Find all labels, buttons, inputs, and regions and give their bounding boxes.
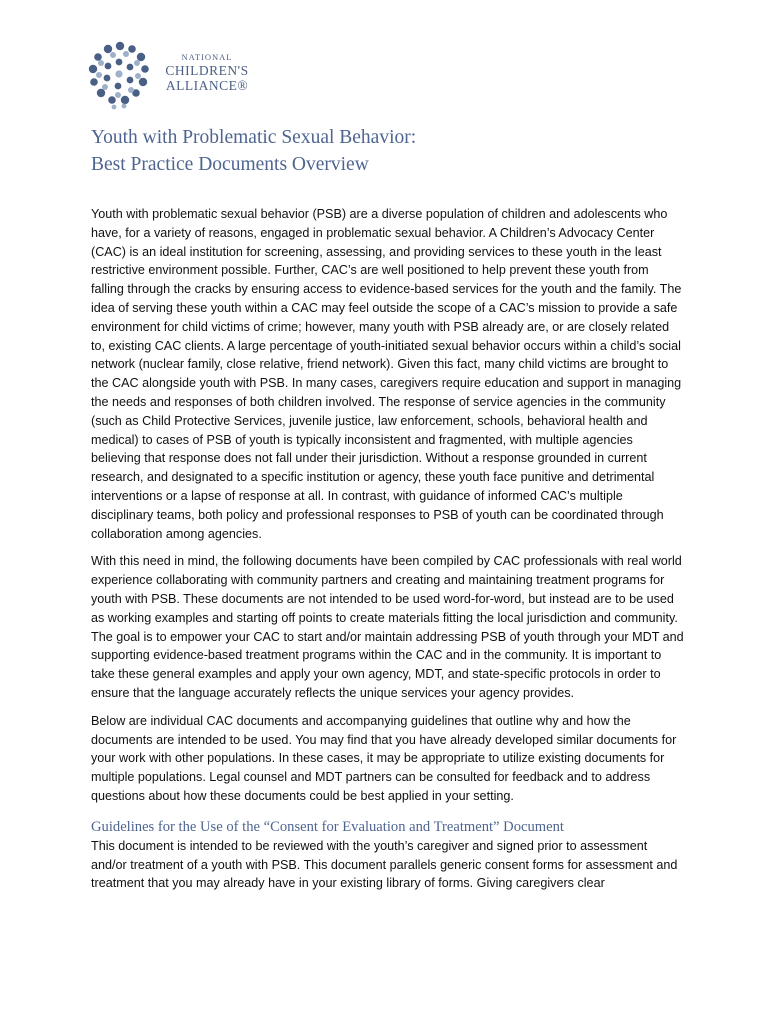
- body-paragraph-2: With this need in mind, the following documents have been compiled by CAC professionals with real world experience collaborating with community partners and creating and maintaining treatment programs for youth with PSB. These documents are not intended to be used word-for-word, but instead are to be used as working examples and starting off points to create materials fitting the local jurisdiction and community. The goal is to empower your CAC to start and/or maintain addressing PSB of youth through your MDT and supporting evidence-based treatment programs within the CAC and in the community. It is important to take these general examples and apply your own agency, MDT, and state-specific protocols in order to ensure that the language accurately reflects the unique services your agency provides.: [91, 554, 684, 700]
- hands-circle-icon: [88, 40, 152, 112]
- document-title-line-2: Best Practice Documents Overview: [91, 154, 369, 175]
- logo-wordmark: [152, 52, 262, 93]
- document-title: [91, 124, 691, 178]
- document-title-line-1: Youth with Problematic Sexual Behavior:: [91, 127, 417, 148]
- section-heading: Guidelines for the Use of the “Consent for Evaluation and Treatment” Document: [91, 818, 564, 835]
- body-paragraph-3: Below are individual CAC documents and accompanying guidelines that outline why and how the documents are intended to be used. You may find that you have already developed similar documents for your work with other populations. In these cases, it may be appropriate to utilize existing documents for multiple populations. Legal counsel and MDT partners can be consulted for feedback and to address questions about how these documents could be best applied in your setting.: [91, 713, 677, 803]
- document-body: [91, 205, 685, 902]
- body-paragraph-1: Youth with problematic sexual behavior (PSB) are a diverse population of children and adolescents who have, for a variety of reasons, engaged in problematic sexual behavior. A Children’s Advocacy Center (CAC) is an ideal institution for screening, assessing, and providing services to these youth in the least restrictive environment possible. Further, CAC’s are well positioned to help prevent these youth from falling through the cracks by ensuring access to evidence-based services for the youth and the family. The idea of serving these youth within a CAC may feel outside the scope of a CAC’s mission to provide a safe environment for child victims of crime; however, many youth with PSB already are, or are closely related to, existing CAC clients. A large percentage of youth-initiated sexual behavior occurs within a child’s social network (nuclear family, close relative, friend network). Given this fact, many child victims are brought to the CAC alongside youth with PSB. In many cases, caregivers require education and support in managing the needs and responses of both children involved. The response of service agencies in the community (such as Child Protective Services, juvenile justice, law enforcement, schools, behavioral health and medical) to cases of PSB of youth is typically inconsistent and fragmented, with multiple agencies believing that response does not fall under their jurisdiction. Without a response grounded in current research, and designated to a specific institution or agency, these youth face punitive and detrimental interventions or a lapse of response at all. In contrast, with guidance of informed CAC’s multiple disciplinary teams, both policy and professional responses to PSB of youth can be coordinated through collaboration among agencies.: [91, 207, 682, 541]
- logo-line-national: NATIONAL: [181, 52, 233, 62]
- childrens-alliance-logo: [88, 40, 288, 120]
- logo-line-alliance: ALLIANCE®: [165, 78, 249, 93]
- logo-line-childrens: CHILDREN'S: [165, 63, 249, 78]
- section-paragraph: This document is intended to be reviewed with the youth’s caregiver and signed prior to assessment and/or treatment of a youth with PSB. This document parallels generic consent forms for assessment and treatment that you may already have in your existing library of forms. Giving caregivers clear: [91, 838, 678, 891]
